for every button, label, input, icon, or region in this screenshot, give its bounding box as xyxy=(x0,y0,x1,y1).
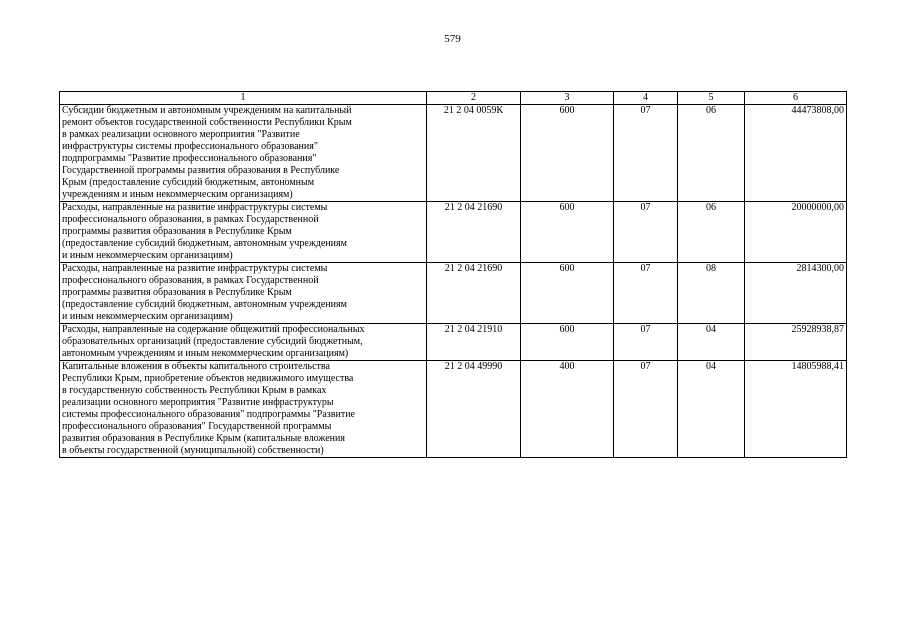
row-description: Расходы, направленные на развитие инфраструктуры системы профессионального образования, в рамках Государственной программы развития образования в Республике Крым (предоставление субсидий бюджетным, автономным учреждениям и иным некоммерческим организациям) xyxy=(60,202,427,263)
row-amount: 25928938,87 xyxy=(745,324,847,361)
header-col-6: 6 xyxy=(745,92,847,105)
row-code: 21 2 04 0059К xyxy=(427,105,521,202)
header-col-1: 1 xyxy=(60,92,427,105)
row-subsection: 06 xyxy=(678,202,745,263)
row-code: 21 2 04 21690 xyxy=(427,202,521,263)
row-description: Субсидии бюджетным и автономным учреждениям на капитальный ремонт объектов государственной собственности Республики Крым в рамках реализации основного мероприятия "Развитие инфраструктуры системы профессионального образования" подпрограммы "Развитие профессионального образования" Государственной программы развития образования в Республике Крым (предоставление субсидий бюджетным, автономным учреждениям и иным некоммерческим организациям) xyxy=(60,105,427,202)
row-section: 07 xyxy=(614,361,678,458)
row-section: 07 xyxy=(614,263,678,324)
row-section: 07 xyxy=(614,324,678,361)
page-number: 579 xyxy=(444,33,461,45)
table-row xyxy=(60,202,847,263)
row-description: Расходы, направленные на содержание общежитий профессиональных образовательных организаций (предоставление субсидий бюджетным, автономным учреждениям и иным некоммерческим организациям) xyxy=(60,324,427,361)
header-col-2: 2 xyxy=(427,92,521,105)
row-code: 21 2 04 49990 xyxy=(427,361,521,458)
header-col-5: 5 xyxy=(678,92,745,105)
budget-table xyxy=(59,91,847,458)
row-subsection: 06 xyxy=(678,105,745,202)
header-col-3: 3 xyxy=(521,92,614,105)
row-type: 600 xyxy=(521,263,614,324)
table-row xyxy=(60,361,847,458)
table-row xyxy=(60,105,847,202)
row-subsection: 04 xyxy=(678,324,745,361)
row-amount: 44473808,00 xyxy=(745,105,847,202)
row-code: 21 2 04 21690 xyxy=(427,263,521,324)
row-subsection: 04 xyxy=(678,361,745,458)
row-amount: 20000000,00 xyxy=(745,202,847,263)
row-section: 07 xyxy=(614,202,678,263)
header-row xyxy=(60,92,847,105)
row-subsection: 08 xyxy=(678,263,745,324)
row-type: 600 xyxy=(521,324,614,361)
row-amount: 2814300,00 xyxy=(745,263,847,324)
header-col-4: 4 xyxy=(614,92,678,105)
row-description: Расходы, направленные на развитие инфраструктуры системы профессионального образования, в рамках Государственной программы развития образования в Республике Крым (предоставление субсидий бюджетным, автономным учреждениям и иным некоммерческим организациям) xyxy=(60,263,427,324)
table-row xyxy=(60,324,847,361)
row-type: 600 xyxy=(521,202,614,263)
row-description: Капитальные вложения в объекты капитального строительства Республики Крым, приобретение объектов недвижимого имущества в государственную собственность Республики Крым в рамках реализации основного мероприятия "Развитие инфраструктуры системы профессионального образования" подпрограммы "Развитие профессионального образования" Государственной программы развития образования в Республике Крым (капитальные вложения в объекты государственной (муниципальной) собственности) xyxy=(60,361,427,458)
row-type: 400 xyxy=(521,361,614,458)
table-row xyxy=(60,263,847,324)
row-section: 07 xyxy=(614,105,678,202)
row-code: 21 2 04 21910 xyxy=(427,324,521,361)
row-amount: 14805988,41 xyxy=(745,361,847,458)
row-type: 600 xyxy=(521,105,614,202)
